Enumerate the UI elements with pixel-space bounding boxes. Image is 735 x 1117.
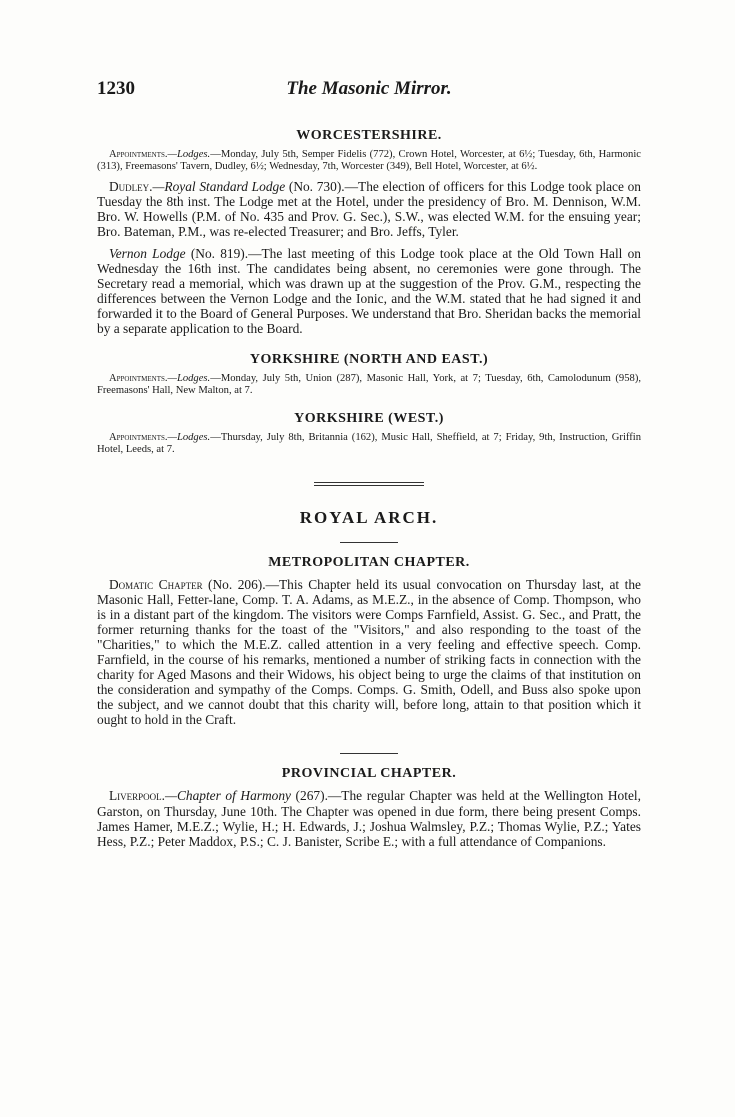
vernon-text: (No. 819).—The last meeting of this Lodge took place at the Old Town Hall on Wednesday the 16th inst. The candidates being absent, no ceremonies were gone through. The Secretary read a memorial, which was drawn up at the suggestion of the Prov. G.M., respecting the differences between the Vernon Lodge and the Ionic, and the W.M. stated that he had signed it and forwarded it to the Board of General Purposes. We understand that Bro. Sheridan backs the memorial by a separate application to the Board. (97, 245, 641, 337)
short-divider (340, 753, 398, 754)
appointments-lodges: —Lodges. (167, 432, 211, 444)
paragraph-dudley (97, 179, 641, 239)
heading-yorkshire-west: YORKSHIRE (WEST.) (294, 411, 444, 427)
appointments-label: Appointments. (109, 432, 168, 444)
heading-provincial-chapter: PROVINCIAL CHAPTER. (281, 766, 457, 782)
appointments-text: —Monday, July 5th, Semper Fidelis (772), Crown Hotel, Worcester, at 6½; Tuesday, 6th, Harmonic (313), Freemasons' Tavern, Dudley, 6½; Wednesday, 7th, Worcester (349), Bell Hotel, Worcester, at 6½. (97, 149, 641, 172)
heading-metropolitan-chapter: METROPOLITAN CHAPTER. (268, 554, 470, 570)
page (97, 78, 641, 855)
lead-domatic-chapter: Domatic Chapter (109, 576, 203, 592)
dudley-text: (No. 730).—The election of officers for this Lodge took place on Tuesday the 8th inst. The Lodge met at the Hotel, under the presidency of Bro. M. Dennison, W.M. Bro. W. Howells (P.M. of No. 435 and Prov. G. Sec.), S.W., was elected W.M. for the ensuing year; Bro. Bateman, P.M., was re-elected Treasurer; and Bro. Jeffs, Tyler. (97, 179, 641, 240)
page-header (97, 78, 641, 102)
lodge-vernon: Vernon Lodge (109, 245, 186, 261)
paragraph-liverpool (97, 788, 641, 848)
section-divider (314, 482, 424, 486)
appointments-worcestershire (97, 149, 641, 172)
appointments-lodges: —Lodges. (167, 373, 211, 385)
heading-yorkshire-north-east: YORKSHIRE (NORTH AND EAST.) (249, 352, 489, 368)
paragraph-vernon (97, 246, 641, 337)
running-title: The Masonic Mirror. (286, 78, 452, 99)
appointments-lodges: —Lodges. (167, 149, 211, 160)
page-number: 1230 (97, 78, 135, 99)
place-liverpool: Liverpool. (109, 788, 166, 804)
appointments-text: —Monday, July 5th, Union (287), Masonic Hall, York, at 7; Tuesday, 6th, Camolodunum (958), Freemasons' Hall, New Malton, at 7. (97, 373, 641, 396)
appointments-label: Appointments. (109, 373, 168, 385)
place-dudley: Dudley. (109, 179, 153, 195)
appointments-text: —Thursday, July 8th, Britannia (162), Music Hall, Sheffield, at 7; Friday, 9th, Instruction, Griffin Hotel, Leeds, at 7. (97, 432, 641, 455)
appointments-yorkshire-west (97, 432, 641, 455)
heading-worcestershire: WORCESTERSHIRE. (296, 128, 442, 143)
lodge-royal-standard: —Royal Standard Lodge (152, 179, 286, 195)
appointments-label: Appointments. (109, 149, 168, 160)
domatic-text: (No. 206).—This Chapter held its usual convocation on Thursday last, at the Masonic Hall, Fetter-lane, Comp. T. A. Adams, as M.E.Z., in the absence of Comp. Thompson, who is in a distant part of the kingdom. The visitors were Comps Farnfield, Assist. G. Sec., and Pratt, the former returning thanks for the toast of the "Visitors," and also responding to the toast of the "Charities," to which the M.E.Z. called attention in a very feeling and effective speech. Comp. Farnfield, in the course of his remarks, mentioned a number of striking facts in connection with the charity for Aged Masons and their Widows, his object being to urge the claims of that institution on the consideration and sympathy of the Comps. Comps. G. Smith, Odell, and Buss also spoke upon the subject, and we cannot doubt that this charity will, before long, attain to that position which it ought to hold in the Craft. (97, 576, 641, 728)
liverpool-text: (267).—The regular Chapter was held at the Wellington Hotel, Garston, on Thursday, June 10th. The Chapter was opened in due form, there being present Comps. James Hamer, M.E.Z.; Wylie, H.; H. Edwards, J.; Joshua Walmsley, P.Z.; Thomas Wylie, P.Z.; Yates Hess, P.Z.; Peter Maddox, P.S.; C. J. Banister, Scribe E.; with a full attendance of Companions. (97, 788, 641, 849)
short-divider (340, 542, 398, 543)
appointments-yorkshire-north-east (97, 373, 641, 396)
chapter-of-harmony: —Chapter of Harmony (165, 788, 291, 804)
paragraph-domatic (97, 577, 641, 728)
heading-royal-arch: ROYAL ARCH. (299, 507, 439, 527)
